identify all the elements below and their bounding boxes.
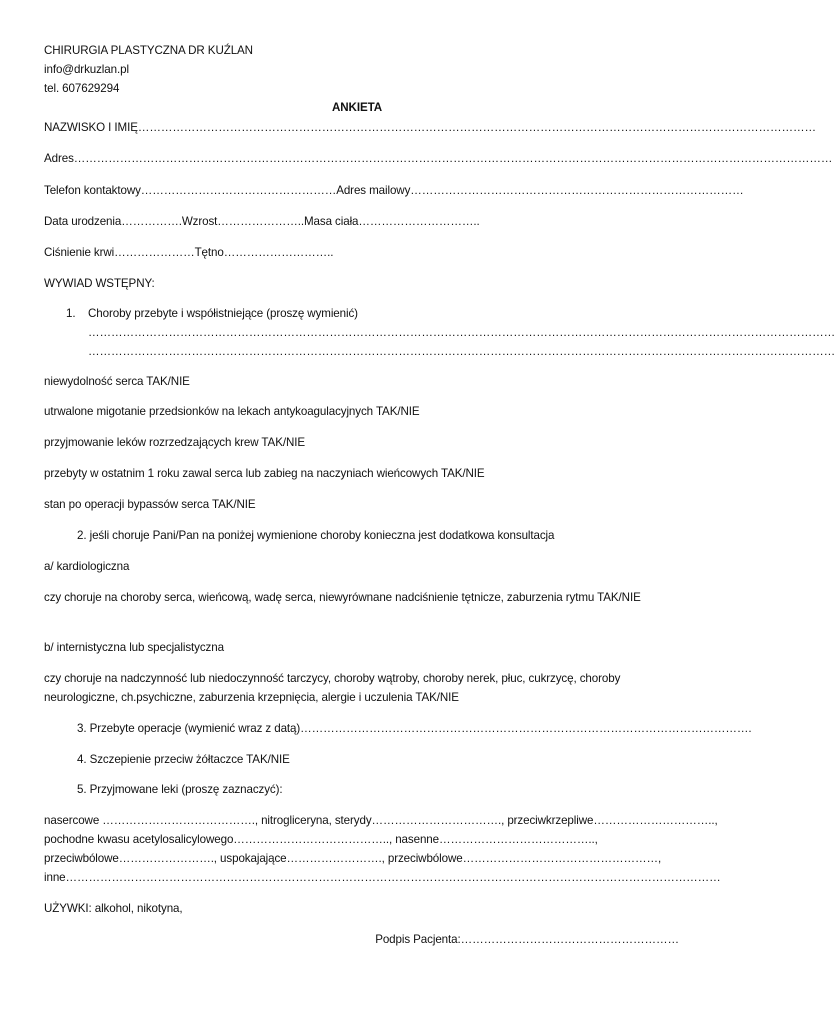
q2b-heading: b/ internistyczna lub specjalistyczna: [44, 641, 224, 654]
q1-text: Choroby przebyte i współistniejące (proszę wymienić): [88, 307, 358, 320]
q1-number: 1.: [66, 307, 76, 320]
q1-answer-line: ……………………………………………………………………………………………………………………………………………………………………………: [88, 326, 835, 339]
contact-field-line: Telefon kontaktowy……………………………………………Adres mailowy……………………………………………………………………………: [44, 184, 744, 197]
meds-line: inne………………………………………………………………………………………………………………………………………………………: [44, 871, 721, 884]
q5-text: 5. Przyjmowane leki (proszę zaznaczyć):: [77, 783, 283, 796]
meds-line: pochodne kwasu acetylosalicylowego………………………………….., nasenne…………………………………..,: [44, 833, 598, 846]
heart-failure-item: niewydolność serca TAK/NIE: [44, 375, 190, 388]
intro-heading: WYWIAD WSTĘPNY:: [44, 277, 155, 290]
signature-line: Podpis Pacjenta:…………………………………………………: [375, 933, 679, 946]
q2b-text: czy choruje na nadczynność lub niedoczynność tarczycy, choroby wątroby, choroby nerek, płuc, cukrzycę, choroby neurologiczne, ch.psychiczne, zaburzenia krzepnięcia, alergie i uczulenia TAK/NIE: [44, 672, 621, 704]
q2a-heading: a/ kardiologiczna: [44, 560, 130, 573]
q2a-text: czy choruje na choroby serca, wieńcową, wadę serca, niewyrównane nadciśnienie tętnicze, zaburzenia rytmu TAK/NIE: [44, 591, 641, 604]
q2-text: 2. jeśli choruje Pani/Pan na poniżej wymienione choroby konieczna jest dodatkowa konsultacja: [77, 529, 555, 542]
heart-attack-item: przebyty w ostatnim 1 roku zawal serca lub zabieg na naczyniach wieńcowych TAK/NIE: [44, 467, 485, 480]
address-field-line: Adres………………………………………………………………………………………………………………………………………………………………………………: [44, 152, 833, 165]
blood-thinners-item: przyjmowanie leków rozrzedzających krew TAK/NIE: [44, 436, 305, 449]
bypass-item: stan po operacji bypassów serca TAK/NIE: [44, 498, 256, 511]
meds-line: przeciwbólowe……………………., uspokajające……………………., przeciwbólowe……………………………………………,: [44, 852, 662, 865]
clinic-phone: tel. 607629294: [44, 82, 120, 95]
clinic-name: CHIRURGIA PLASTYCZNA DR KUŹLAN: [44, 44, 253, 57]
meds-line: nasercowe …………………………………., nitrogliceryna, sterydy……………………………., przeciwkrzepliwe…………………………..,: [44, 814, 718, 827]
stimulants-line: UŻYWKI: alkohol, nikotyna,: [44, 902, 183, 915]
pressure-pulse-line: Ciśnienie krwi…………………Tętno………………………..: [44, 246, 334, 259]
atrial-fibrillation-item: utrwalone migotanie przedsionków na lekach antykoagulacyjnych TAK/NIE: [44, 405, 420, 418]
name-field-line: NAZWISKO I IMIĘ……………………………………………………………………………………………………………………………………………………………: [44, 121, 816, 134]
q1-answer-line: ……………………………………………………………………………………………………………………………………………………………………………: [88, 345, 835, 358]
birth-height-weight-line: Data urodzenia…………….Wzrost…………………..Masa ciała…………………………..: [44, 215, 480, 228]
form-title: ANKIETA: [332, 101, 382, 114]
q3-text: 3. Przebyte operacje (wymienić wraz z datą)……………………………………………………………………………………………………….: [77, 722, 752, 735]
clinic-email: info@drkuzlan.pl: [44, 63, 129, 76]
q4-text: 4. Szczepienie przeciw żółtaczce TAK/NIE: [77, 753, 290, 766]
